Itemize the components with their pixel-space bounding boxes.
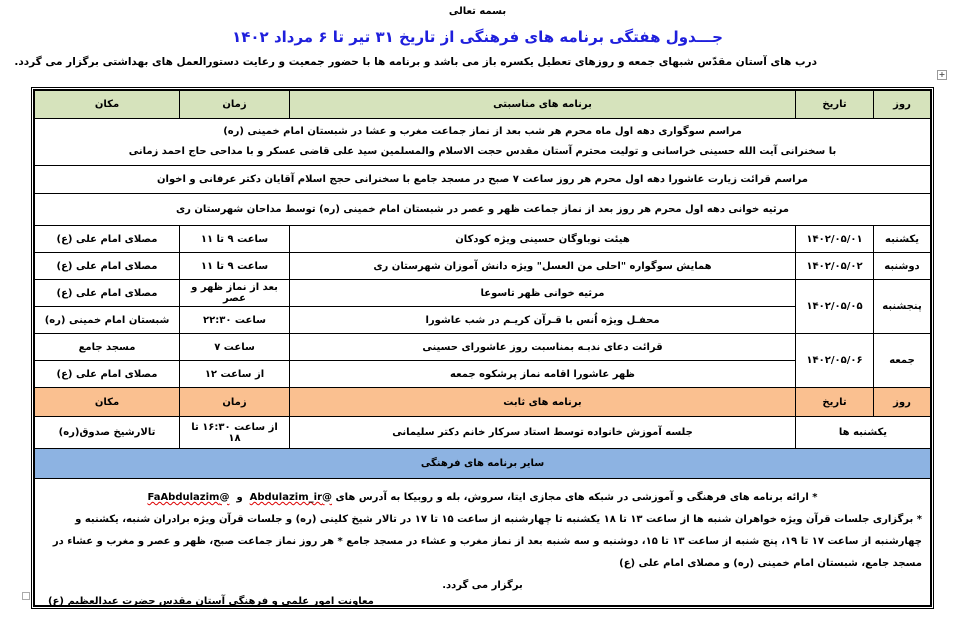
- footer-signature: معاونت امور علمی و فرهنگی آستان مقدس حضرت عبدالعظیم (ع): [48, 596, 374, 607]
- notes-text: برگزار می گردد.: [442, 580, 523, 591]
- general-program-row: [35, 194, 931, 226]
- program-cell: محفـل ویژه اُنس با قـرآن کریـم در شب عاشورا: [290, 307, 796, 334]
- table-row: [35, 253, 931, 280]
- day-cell: یکشنبه ها: [796, 417, 931, 449]
- general-program-row: [35, 119, 931, 166]
- place-cell: مصلای امام علی (ع): [35, 361, 180, 388]
- time-cell: ساعت ۲۲:۳۰: [180, 307, 290, 334]
- table-move-handle-icon[interactable]: +: [938, 70, 946, 79]
- date-cell: ۱۴۰۲/۰۵/۰۱: [796, 226, 874, 253]
- basmala-heading: بسمه تعالی: [448, 6, 507, 17]
- table-row: [35, 280, 931, 307]
- handle-link[interactable]: @FaAbdulazim: [147, 492, 230, 503]
- time-cell: از ساعت ۱۶:۳۰ تا ۱۸: [180, 417, 290, 449]
- notes-text: * ارائه برنامه های فرهنگی و آموزشی در شبکه های مجازی ایتا، سروش، بله و روبیکا به آدرس های: [335, 492, 818, 503]
- program-cell: جلسه آموزش خانواده توسط استاد سرکار خانم دکتر سلیمانی: [290, 417, 796, 449]
- time-cell: از ساعت ۱۲: [180, 361, 290, 388]
- header-day: روز: [874, 388, 931, 417]
- time-cell: ساعت ۷: [180, 334, 290, 361]
- table-row: [35, 226, 931, 253]
- header-day: روز: [874, 91, 931, 119]
- fixed-header-row: [35, 388, 931, 417]
- day-cell: یکشنبه: [874, 226, 931, 253]
- program-cell: همایش سوگواره "احلی من العسل" ویژه دانش آموزان شهرستان ری: [290, 253, 796, 280]
- program-cell: مرثیه خوانی ظهر تاسوعا: [290, 280, 796, 307]
- general-program-line: مرثیه خوانی دهه اول محرم هر روز بعد از نماز جماعت ظهر و عصر در شبستان امام خمینی (ره) توسط مداحان شهرستان ری: [35, 194, 931, 226]
- general-program-row: [35, 166, 931, 194]
- header-time: زمان: [180, 388, 290, 417]
- header-program: برنامه های مناسبتی: [290, 91, 796, 119]
- time-cell: بعد از نماز ظهر و عصر: [180, 280, 290, 307]
- program-cell: هیئت نوباوگان حسینی ویژه کودکان: [290, 226, 796, 253]
- place-cell: مصلای امام علی (ع): [35, 253, 180, 280]
- notes-text: * برگزاری جلسات قرآن ویژه خواهران شنبه ها از ساعت ۱۳ تا ۱۸ یکشنبه تا چهارشنبه از ساعت ۱۵ تا ۱۷ در تالار شیخ کلینی (ره) و جلسات قرآن ویژه برادران شنبه، یکشنبه و چهارشنبه از ساعت ۱۷ تا ۱۹، پنج شنبه از ساعت ۱۳ تا ۱۵، دوشنبه و سه شنبه بعد از نماز مغرب و عشاء در مسجد جامع * هر روز نماز جماعت صبح، ظهر و عصر و مغرب و عشاء در مسجد جامع، شبستان امام خمینی (ره) و مصلای امام علی (ع): [52, 514, 922, 569]
- day-cell: جمعه: [874, 334, 931, 388]
- program-cell: ظهر عاشورا اقامه نماز پرشکوه جمعه: [290, 361, 796, 388]
- header-date: تاریخ: [796, 91, 874, 119]
- table-header-row: [35, 91, 931, 119]
- day-cell: پنجشنبه: [874, 280, 931, 334]
- intro-text: درب های آستان مقدّس شبهای جمعه و روزهای تعطیل یکسره باز می باشد و برنامه ها با حضور جمعیت و رعایت دستورالعمل های بهداشتی برگزار می گردد.: [14, 56, 817, 68]
- general-program-line: مراسم قرائت زیارت عاشورا دهه اول محرم هر روز ساعت ۷ صبح در مسجد جامع با سخنرانی حجج اسلام آقایان دکتر عرفانی و اخوان: [35, 166, 931, 194]
- notes-line: [43, 487, 922, 509]
- place-cell: شبستان امام خمینی (ره): [35, 307, 180, 334]
- place-cell: مسجد جامع: [35, 334, 180, 361]
- header-place: مکان: [35, 91, 180, 119]
- time-cell: ساعت ۹ تا ۱۱: [180, 253, 290, 280]
- handle-link[interactable]: @Abdulazim_ir: [249, 492, 333, 503]
- notes-and: و: [236, 492, 243, 503]
- day-cell: دوشنبه: [874, 253, 931, 280]
- fixed-row: [35, 417, 931, 449]
- general-program-line: مراسم سوگواری دهه اول ماه محرم هر شب بعد از نماز جماعت مغرب و عشا در شبستان امام خمینی (ره): [223, 126, 742, 137]
- table-row: [35, 334, 931, 361]
- date-cell: ۱۴۰۲/۰۵/۰۶: [796, 334, 874, 388]
- header-place: مکان: [35, 388, 180, 417]
- date-cell: ۱۴۰۲/۰۵/۰۲: [796, 253, 874, 280]
- other-programs-header-row: [35, 449, 931, 479]
- date-cell: ۱۴۰۲/۰۵/۰۵: [796, 280, 874, 334]
- program-cell: قرائت دعای ندبـه بمناسبت روز عاشورای حسینی: [290, 334, 796, 361]
- header-program: برنامه های ثابت: [290, 388, 796, 417]
- place-cell: مصلای امام علی (ع): [35, 226, 180, 253]
- schedule-table: [31, 87, 934, 609]
- notes-row: [35, 479, 931, 606]
- header-time: زمان: [180, 91, 290, 119]
- header-date: تاریخ: [796, 388, 874, 417]
- place-cell: تالارشیخ صدوق(ره): [35, 417, 180, 449]
- place-cell: مصلای امام علی (ع): [35, 280, 180, 307]
- paragraph-marker-icon: [22, 592, 30, 600]
- page-title: جـــدول هفتگی برنامه های فرهنگی از تاریخ ۳۱ تیر تا ۶ مرداد ۱۴۰۲: [232, 28, 723, 46]
- other-programs-title: سایر برنامه های فرهنگی: [35, 449, 931, 479]
- general-program-line: با سخنرانی آیت الله حسینی خراسانی و تولیت محترم آستان مقدس حجت الاسلام والمسلمین سید علی قاضی عسکر و با مداحی حاج احمد زمانی: [128, 146, 837, 157]
- time-cell: ساعت ۹ تا ۱۱: [180, 226, 290, 253]
